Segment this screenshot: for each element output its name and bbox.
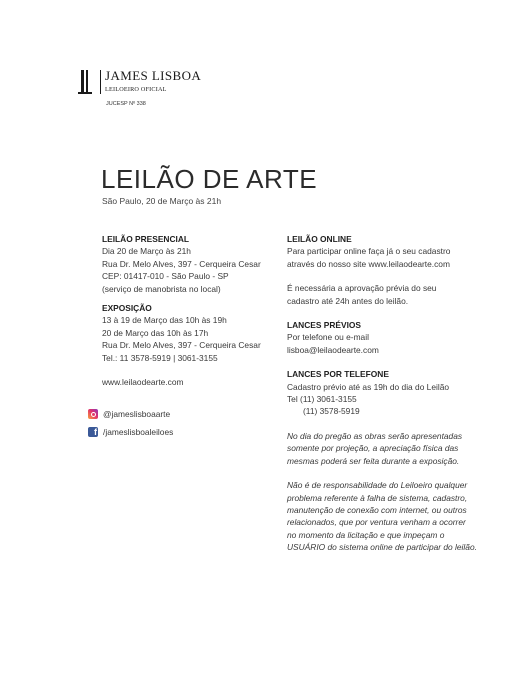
exposicao-dates: 13 à 19 de Março das 10h às 19h (102, 315, 227, 326)
disclaimer-5: no momento da licitação e que impeçam o (287, 529, 445, 540)
note-projection-1: No dia do pregão as obras serão apresentadas (287, 430, 463, 441)
disclaimer-3: manutenção de conexão com internet, ou outros (287, 504, 467, 515)
disclaimer-4: relacionados, que por ventura venham a ocorrer (287, 517, 466, 528)
note-projection-3: mesmas poderá ser feita durante a exposição. (287, 455, 460, 466)
presencial-date: Dia 20 de Março às 21h (102, 246, 191, 257)
exposicao-phone: Tel.: 11 3578-5919 | 3061-3155 (102, 352, 218, 363)
telefone-text: Cadastro prévio até as 19h do dia do Leilão (287, 381, 450, 392)
page-subtitle: São Paulo, 20 de Março às 21h (102, 196, 222, 206)
note-projection-2: somente por projeção, a apreciação física das (287, 443, 459, 454)
previos-text: Por telefone ou e-mail (287, 332, 369, 343)
page-title: LEILÃO DE ARTE (101, 164, 318, 194)
previos-email[interactable]: lisboa@leilaodearte.com (287, 344, 379, 355)
online-text-1: Para participar online faça já o seu cadastro (287, 246, 451, 257)
section-title-presencial: LEILÃO PRESENCIAL (102, 234, 190, 244)
section-title-telefone: LANCES POR TELEFONE (287, 369, 389, 380)
facebook-link[interactable] (88, 427, 173, 437)
disclaimer-2: problema referente à falha de sistema, cadastro, (287, 492, 468, 503)
facebook-icon: f (88, 427, 98, 437)
left-column (102, 233, 280, 388)
online-approval-2: cadastro até 24h antes do leilão. (287, 295, 409, 306)
presencial-address: Rua Dr. Melo Alves, 397 - Cerqueira Cesar (102, 258, 261, 269)
logo-subtitle: LEILOEIRO OFICIAL (105, 86, 167, 93)
presencial-valet-note: (serviço de manobrista no local) (102, 283, 221, 294)
telefone-number-1: Tel (11) 3061-3155 (287, 394, 357, 405)
facebook-handle: /jameslisboaleiloes (103, 427, 174, 437)
section-title-online: LEILÃO ONLINE (287, 234, 352, 244)
exposicao-address: Rua Dr. Melo Alves, 397 - Cerqueira Cesar (102, 340, 261, 351)
instagram-handle: @jameslisboaarte (103, 409, 171, 419)
section-title-exposicao: EXPOSIÇÃO (102, 303, 152, 314)
instagram-link[interactable] (88, 409, 170, 419)
section-title-previos: LANCES PRÉVIOS (287, 320, 361, 331)
instagram-icon (88, 409, 98, 419)
exposicao-last-day: 20 de Março das 10h às 17h (102, 327, 209, 338)
online-approval-1: É necessária a aprovação prévia do seu (287, 283, 437, 294)
jucesp-registration: JUCESP Nº 338 (106, 101, 146, 107)
disclaimer-6: USUÁRIO do sistema online de participar do leilão. (287, 542, 477, 553)
online-text-2: através do nosso site www.leilaodearte.com (287, 258, 450, 269)
logo-monogram (78, 70, 94, 96)
logo-name: JAMES LISBOA (105, 68, 202, 83)
website-link[interactable]: www.leilaodearte.com (102, 377, 184, 388)
right-column (287, 233, 487, 554)
logo-divider (100, 70, 101, 94)
telefone-number-2: (11) 3578-5919 (303, 406, 360, 417)
disclaimer-1: Não é de responsabilidade do Leiloeiro qualquer (287, 480, 468, 491)
presencial-cep: CEP: 01417-010 - São Paulo - SP (102, 271, 229, 282)
